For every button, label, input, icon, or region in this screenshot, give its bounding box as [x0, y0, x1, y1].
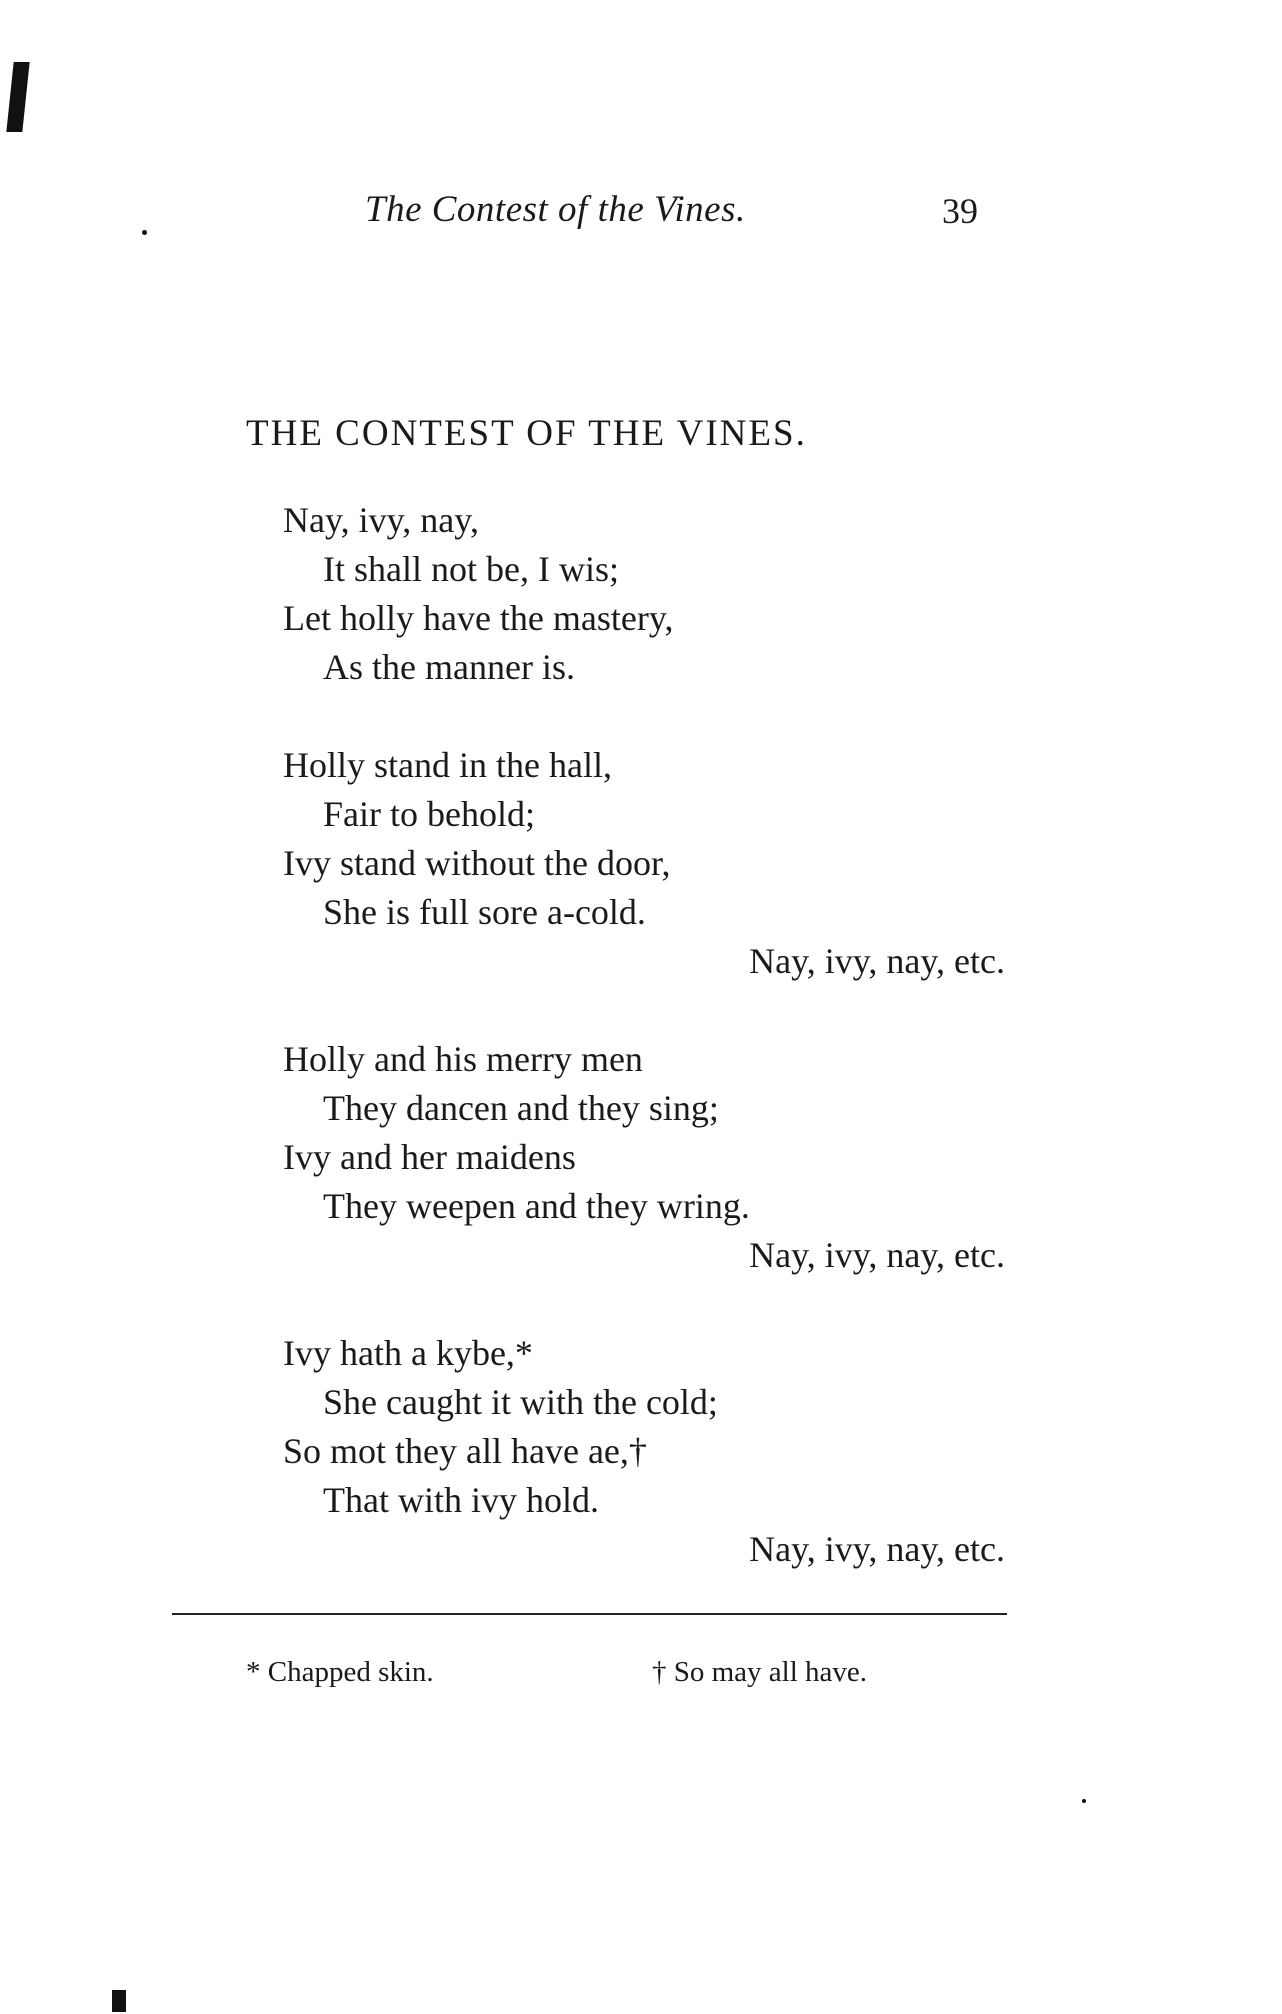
scan-dot: [1082, 1799, 1086, 1803]
stanza: [283, 1035, 1023, 1280]
stanza: [283, 496, 1023, 692]
poem-body: [283, 496, 1023, 1574]
stanza: [283, 741, 1023, 986]
refrain-line: Nay, ivy, nay, etc.: [749, 941, 1005, 981]
page-number: 39: [942, 191, 978, 231]
scan-dot: [142, 230, 147, 235]
verse-line: Ivy hath a kybe,*: [283, 1333, 533, 1373]
scan-mark-bottom-left: [112, 1990, 126, 2012]
stanza: [283, 1329, 1023, 1574]
verse-line: Fair to behold;: [323, 794, 535, 834]
verse-line: Ivy stand without the door,: [283, 843, 671, 883]
footnote-divider: [172, 1613, 1007, 1615]
verse-line: Nay, ivy, nay,: [283, 500, 479, 540]
verse-line: So mot they all have ae,†: [283, 1431, 647, 1471]
verse-line: Holly and his merry men: [283, 1039, 643, 1079]
footnote-chapped-skin: * Chapped skin.: [246, 1656, 434, 1688]
scan-mark-top-left: [6, 62, 29, 132]
verse-line: She is full sore a-cold.: [323, 892, 646, 932]
verse-line: Ivy and her maidens: [283, 1137, 576, 1177]
verse-line: They dancen and they sing;: [323, 1088, 719, 1128]
verse-line: As the manner is.: [323, 647, 575, 687]
verse-line: It shall not be, I wis;: [323, 549, 619, 589]
running-title: The Contest of the Vines.: [365, 189, 746, 230]
footnote-so-may-all-have: † So may all have.: [652, 1656, 868, 1688]
verse-line: That with ivy hold.: [323, 1480, 599, 1520]
verse-line: They weepen and they wring.: [323, 1186, 750, 1226]
verse-line: She caught it with the cold;: [323, 1382, 718, 1422]
verse-line: Let holly have the mastery,: [283, 598, 674, 638]
poem-title: THE CONTEST OF THE VINES.: [246, 413, 807, 454]
verse-line: Holly stand in the hall,: [283, 745, 612, 785]
refrain-line: Nay, ivy, nay, etc.: [749, 1529, 1005, 1569]
refrain-line: Nay, ivy, nay, etc.: [749, 1235, 1005, 1275]
